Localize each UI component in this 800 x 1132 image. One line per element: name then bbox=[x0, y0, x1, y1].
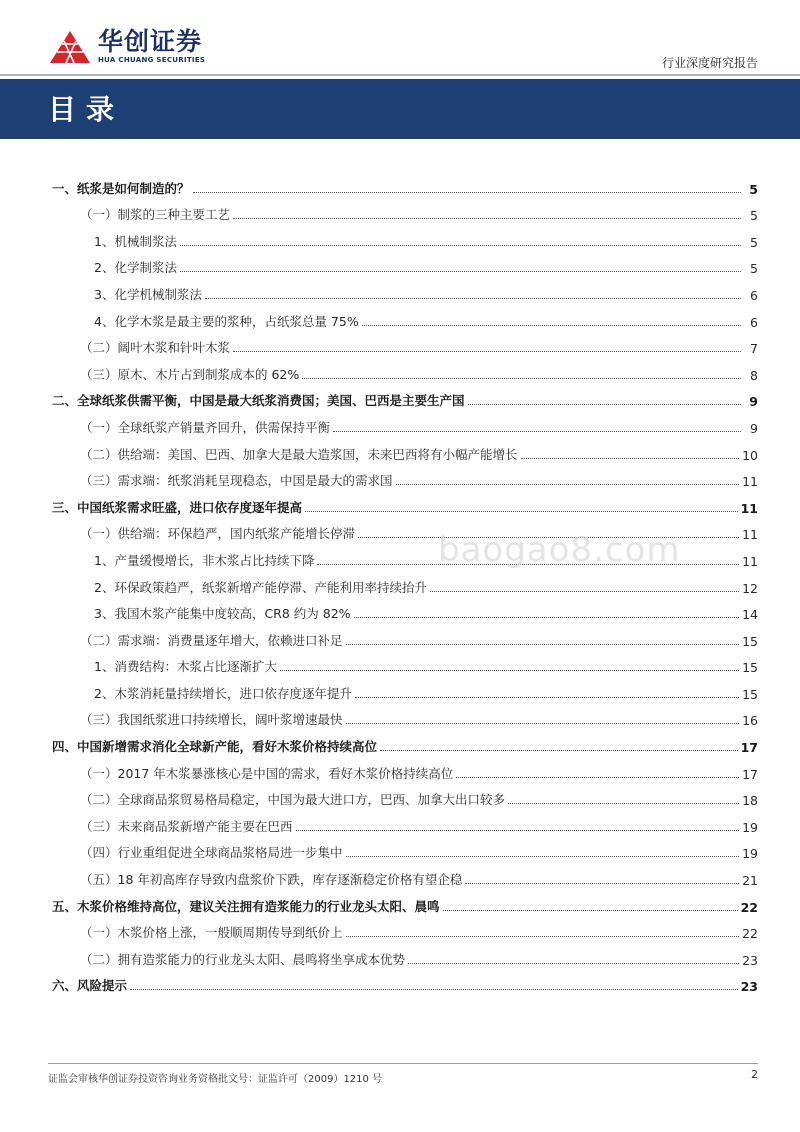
toc-leader-dots bbox=[362, 325, 741, 326]
toc-entry[interactable] bbox=[52, 436, 758, 463]
toc-entry-title: （三）原木、木片占到制浆成本的 62% bbox=[80, 366, 300, 382]
toc-entry[interactable] bbox=[52, 303, 758, 330]
toc-entry-title: （三）未来商品浆新增产能主要在巴西 bbox=[80, 818, 293, 834]
toc-entry-title: 2、化学制浆法 bbox=[94, 260, 177, 276]
logo-english-name: HUA CHUANG SECURITIES bbox=[98, 56, 206, 64]
toc-entry-title: 三、中国纸浆需求旺盛，进口依存度逐年提高 bbox=[52, 499, 303, 515]
toc-leader-dots bbox=[302, 378, 741, 379]
toc-entry-title: 四、中国新增需求消化全球新产能，看好木浆价格持续高位 bbox=[52, 739, 378, 755]
toc-entry[interactable] bbox=[52, 489, 758, 516]
toc-leader-dots bbox=[465, 883, 739, 884]
toc-entry-page: 23 bbox=[742, 952, 758, 968]
toc-entry[interactable] bbox=[52, 941, 758, 968]
toc-entry[interactable] bbox=[52, 808, 758, 835]
toc-leader-dots bbox=[346, 856, 740, 857]
toc-entry-page: 19 bbox=[742, 819, 758, 835]
toc-entry-page: 17 bbox=[742, 766, 758, 782]
toc-leader-dots bbox=[180, 245, 741, 246]
toc-entry[interactable] bbox=[52, 675, 758, 702]
toc-entry-page: 18 bbox=[742, 793, 758, 809]
toc-leader-dots bbox=[333, 431, 741, 432]
toc-entry[interactable] bbox=[52, 569, 758, 596]
toc-entry-page: 6 bbox=[750, 287, 758, 303]
toc-entry-page: 8 bbox=[750, 367, 758, 383]
toc-entry-page: 5 bbox=[750, 261, 758, 277]
toc-leader-dots bbox=[193, 192, 741, 193]
toc-entry-page: 23 bbox=[740, 979, 758, 995]
toc-leader-dots bbox=[456, 777, 739, 778]
toc-entry-page: 16 bbox=[742, 713, 758, 729]
toc-entry[interactable] bbox=[52, 197, 758, 224]
toc-entry-page: 5 bbox=[749, 181, 758, 197]
toc-entry[interactable] bbox=[52, 409, 758, 436]
toc-entry[interactable] bbox=[52, 968, 758, 995]
toc-leader-dots bbox=[296, 830, 740, 831]
toc-entry-page: 7 bbox=[750, 341, 758, 357]
toc-entry-page: 5 bbox=[750, 234, 758, 250]
toc-leader-dots bbox=[396, 484, 740, 485]
toc-entry[interactable] bbox=[52, 356, 758, 383]
page-title: 目录 bbox=[48, 93, 125, 126]
toc-entry[interactable] bbox=[52, 888, 758, 915]
toc-leader-dots bbox=[354, 617, 740, 618]
toc-entry[interactable] bbox=[52, 755, 758, 782]
toc-entry-page: 21 bbox=[742, 873, 758, 889]
toc-leader-dots bbox=[468, 404, 741, 405]
toc-leader-dots bbox=[233, 218, 741, 219]
toc-leader-dots bbox=[233, 351, 741, 352]
toc-entry[interactable] bbox=[52, 463, 758, 490]
toc-entry-title: 1、机械制浆法 bbox=[94, 233, 177, 249]
toc-entry-title: （二）全球商品浆贸易格局稳定，中国为最大进口方，巴西、加拿大出口较多 bbox=[80, 792, 506, 808]
toc-entry-page: 17 bbox=[740, 740, 758, 756]
toc-entry-title: 二、全球纸浆供需平衡，中国是最大纸浆消费国；美国、巴西是主要生产国 bbox=[52, 393, 465, 409]
toc-entry-title: 2、木浆消耗量持续增长，进口依存度逐年提升 bbox=[94, 685, 352, 701]
toc-entry-page: 15 bbox=[742, 633, 758, 649]
toc-entry[interactable] bbox=[52, 276, 758, 303]
toc-entry[interactable] bbox=[52, 250, 758, 277]
toc-entry[interactable] bbox=[52, 170, 758, 197]
toc-entry-page: 11 bbox=[740, 500, 758, 516]
toc-entry-page: 11 bbox=[742, 553, 758, 569]
toc-entry-title: 五、木浆价格维持高位，建议关注拥有造浆能力的行业龙头太阳、晨鸣 bbox=[52, 898, 440, 914]
table-of-contents bbox=[52, 170, 758, 994]
toc-entry-title: 1、消费结构：木浆占比逐渐扩大 bbox=[94, 659, 277, 675]
toc-entry-title: 3、化学机械制浆法 bbox=[94, 286, 202, 302]
toc-entry-page: 10 bbox=[742, 447, 758, 463]
toc-entry[interactable] bbox=[52, 861, 758, 888]
toc-entry-title: （二）需求端：消费量逐年增大，依赖进口补足 bbox=[80, 632, 343, 648]
toc-leader-dots bbox=[521, 458, 740, 459]
toc-entry-title: （一）2017 年木浆暴涨核心是中国的需求，看好木浆价格持续高位 bbox=[80, 765, 454, 781]
toc-leader-dots bbox=[443, 910, 738, 911]
toc-entry-title: （一）全球纸浆产销量齐回升，供需保持平衡 bbox=[80, 419, 331, 435]
toc-leader-dots bbox=[205, 298, 741, 299]
toc-entry-title: 1、产量缓慢增长，非木浆占比持续下降 bbox=[94, 552, 315, 568]
toc-entry-page: 14 bbox=[742, 607, 758, 623]
toc-entry[interactable] bbox=[52, 330, 758, 357]
toc-entry-title: （四）行业重组促进全球商品浆格局进一步集中 bbox=[80, 845, 343, 861]
toc-leader-dots bbox=[380, 750, 738, 751]
toc-entry-page: 11 bbox=[742, 527, 758, 543]
header-divider bbox=[0, 74, 800, 76]
toc-entry[interactable] bbox=[52, 702, 758, 729]
company-logo bbox=[48, 28, 205, 65]
toc-entry[interactable] bbox=[52, 915, 758, 942]
footer-license: 证监会审核华创证券投资咨询业务资格批文号：证监许可（2009）1210 号 bbox=[48, 1074, 383, 1085]
toc-leader-dots bbox=[130, 989, 738, 990]
toc-leader-dots bbox=[180, 271, 741, 272]
toc-entry-page: 12 bbox=[742, 580, 758, 596]
toc-entry-page: 22 bbox=[740, 899, 758, 915]
toc-entry-title: （五）18 年初高库存导致内盘浆价下跌，库存逐渐稳定价格有望企稳 bbox=[80, 872, 463, 888]
toc-entry-title: （二）拥有造浆能力的行业龙头太阳、晨鸣将坐享成本优势 bbox=[80, 951, 406, 967]
toc-leader-dots bbox=[346, 936, 740, 937]
toc-entry-title: （二）阔叶木浆和针叶木浆 bbox=[80, 340, 231, 356]
toc-leader-dots bbox=[280, 670, 739, 671]
toc-entry-title: （一）供给端：环保趋严，国内纸浆产能增长停滞 bbox=[80, 526, 356, 542]
logo-mark-icon bbox=[48, 29, 92, 65]
toc-entry-title: （三）我国纸浆进口持续增长，阔叶浆增速最快 bbox=[80, 712, 343, 728]
logo-chinese-name: 华创证券 bbox=[98, 27, 203, 56]
toc-leader-dots bbox=[346, 723, 740, 724]
toc-leader-dots bbox=[430, 591, 739, 592]
toc-entry-title: 2、环保政策趋严，纸浆新增产能停滞、产能利用率持续抬升 bbox=[94, 579, 427, 595]
toc-entry-title: 3、我国木浆产能集中度较高，CR8 约为 82% bbox=[94, 606, 351, 622]
toc-entry[interactable] bbox=[52, 383, 758, 410]
page-number: 2 bbox=[751, 1068, 758, 1081]
toc-entry-title: 一、纸浆是如何制造的？ bbox=[52, 180, 190, 196]
toc-entry[interactable] bbox=[52, 622, 758, 649]
toc-leader-dots bbox=[305, 511, 738, 512]
toc-leader-dots bbox=[346, 644, 740, 645]
toc-entry[interactable] bbox=[52, 782, 758, 809]
toc-entry-page: 19 bbox=[742, 846, 758, 862]
toc-entry-page: 9 bbox=[749, 394, 758, 410]
toc-entry-page: 15 bbox=[742, 660, 758, 676]
toc-entry-title: （三）需求端：纸浆消耗呈现稳态，中国是最大的需求国 bbox=[80, 473, 393, 489]
footer-divider bbox=[48, 1063, 758, 1064]
toc-leader-dots bbox=[355, 697, 739, 698]
watermark: baogao8.com bbox=[438, 530, 681, 570]
toc-entry-page: 15 bbox=[742, 686, 758, 702]
toc-entry-title: 六、风险提示 bbox=[52, 978, 128, 994]
toc-entry[interactable] bbox=[52, 649, 758, 676]
toc-entry-title: 4、化学木浆是最主要的浆种，占纸浆总量 75% bbox=[94, 313, 359, 329]
toc-entry[interactable] bbox=[52, 596, 758, 623]
toc-entry-title: （一）木浆价格上涨，一般顺周期传导到纸价上 bbox=[80, 925, 343, 941]
toc-entry-title: （二）供给端：美国、巴西、加拿大是最大造浆国，未来巴西将有小幅产能增长 bbox=[80, 446, 518, 462]
report-type-label: 行业深度研究报告 bbox=[661, 56, 758, 70]
toc-entry-page: 22 bbox=[742, 926, 758, 942]
toc-entry-page: 11 bbox=[742, 474, 758, 490]
toc-entry[interactable] bbox=[52, 728, 758, 755]
toc-leader-dots bbox=[508, 803, 739, 804]
toc-entry-page: 5 bbox=[750, 208, 758, 224]
toc-leader-dots bbox=[408, 963, 739, 964]
toc-entry-page: 9 bbox=[750, 420, 758, 436]
toc-entry[interactable] bbox=[52, 835, 758, 862]
toc-entry-page: 6 bbox=[750, 314, 758, 330]
toc-entry[interactable] bbox=[52, 223, 758, 250]
toc-entry-title: （一）制浆的三种主要工艺 bbox=[80, 207, 231, 223]
